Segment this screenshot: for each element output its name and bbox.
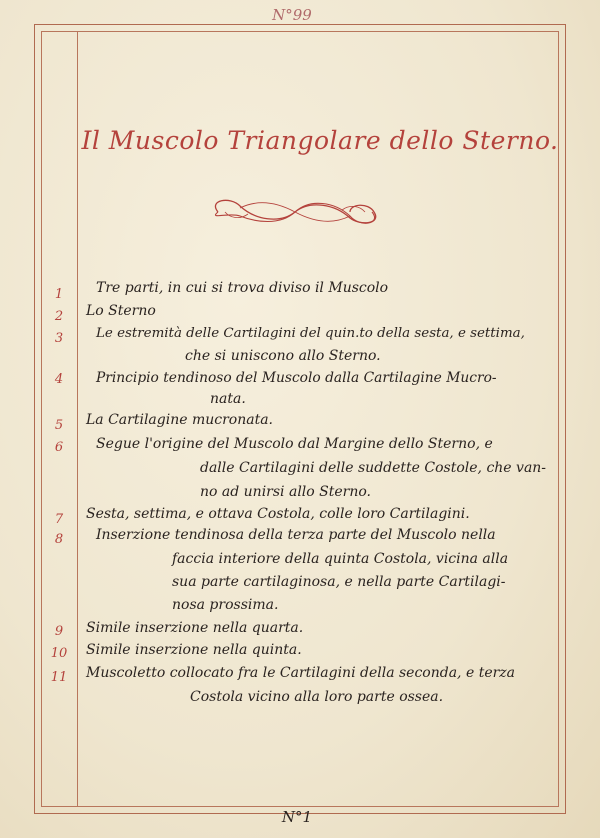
entry-number-7: 7 [54,512,64,527]
entry-4-line-2: nata. [210,391,246,407]
entry-9-line-1: Simile inserzione nella quarta. [86,620,304,636]
entry-5-line-1: La Cartilagine mucronata. [86,412,274,428]
entry-4-line-1: Principio tendinoso del Muscolo dalla Cartilagine Mucro- [96,370,497,386]
entry-number-9: 9 [54,624,64,639]
plate-number: N°99 [272,6,312,24]
entry-number-11: 11 [50,670,68,685]
entry-11-line-2: Costola vicino alla loro parte ossea. [190,689,444,705]
entry-number-1: 1 [54,287,64,302]
entry-1-line-1: Tre parti, in cui si trova diviso il Muscolo [96,280,389,296]
entry-number-3: 3 [54,331,64,346]
entry-8-line-4: nosa prossima. [172,597,279,613]
footer-number: N°1 [281,808,313,826]
entry-6-line-1: Segue l'origine del Muscolo dal Margine dello Sterno, e [96,436,493,452]
entry-8-line-3: sua parte cartilaginosa, e nella parte Cartilagi- [172,574,506,590]
entry-10-line-1: Simile inserzione nella quinta. [86,642,302,658]
entry-2-line-1: Lo Sterno [86,303,156,319]
entry-number-5: 5 [54,418,64,433]
page-title: Il Muscolo Triangolare dello Sterno. [81,126,559,155]
entry-7-line-1: Sesta, settima, e ottava Costola, colle loro Cartilagini. [86,506,470,522]
entry-number-2: 2 [54,309,64,324]
margin-rule [77,31,78,807]
entry-number-8: 8 [54,532,64,547]
entry-3-line-1: Le estremità delle Cartilagini del quin.to della sesta, e settima, [96,326,525,341]
entry-8-line-1: Inserzione tendinosa della terza parte del Muscolo nella [96,527,496,543]
entry-number-10: 10 [50,646,68,661]
entry-11-line-1: Muscoletto collocato fra le Cartilagini della seconda, e terza [86,665,516,681]
entry-number-6: 6 [54,440,64,455]
entry-8-line-2: faccia interiore della quinta Costola, vicina alla [172,551,509,567]
entry-6-line-3: no ad unirsi allo Sterno. [200,484,371,500]
entry-number-4: 4 [54,372,64,387]
entry-6-line-2: dalle Cartilagini delle suddette Costole, che van- [200,460,547,476]
entry-3-line-2: che si uniscono allo Sterno. [185,348,381,364]
flourish-ornament [200,190,390,234]
